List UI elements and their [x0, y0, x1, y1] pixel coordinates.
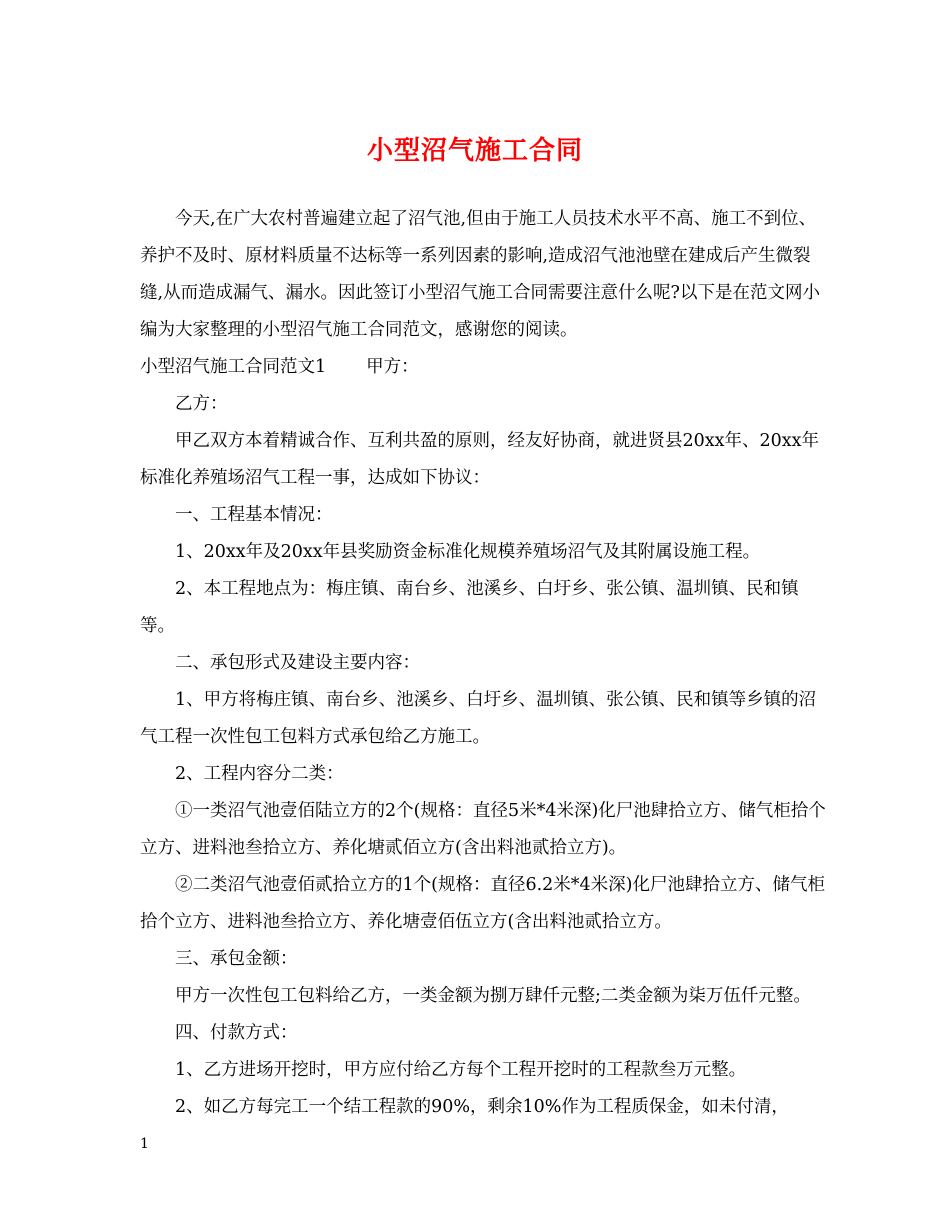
- section-heading: 小型沼气施工合同范文1: [140, 357, 327, 377]
- clause-item: 1、20xx年及20xx年县奖励资金标准化规模养殖场沼气及其附属设施工程。: [175, 542, 761, 562]
- document-body: [140, 201, 830, 1126]
- clause-item: ②二类沼气池壹佰贰拾立方的1个(规格：直径6.2米*4米深)化尸池肆拾立方、储气柜拾个立方、进料池叁拾立方、养化塘壹佰伍立方(含出料池贰拾立方。: [140, 875, 826, 932]
- section-heading-line: [140, 349, 830, 386]
- document-title: 小型沼气施工合同: [366, 136, 583, 166]
- clause-item: 甲方一次性包工包料给乙方，一类金额为捌万肆仟元整;二类金额为柒万伍仟元整。: [175, 986, 811, 1006]
- page-number: 1: [140, 1136, 149, 1152]
- party-a-label: 甲方：: [366, 357, 419, 377]
- clause-heading-1: 一、工程基本情况：: [175, 505, 333, 525]
- agreement-paragraph: 甲乙双方本着精诚合作、互利共盈的原则，经友好协商，就进贤县20xx年、20xx年标准化养殖场沼气工程一事，达成如下协议：: [140, 431, 820, 488]
- clause-heading-2: 二、承包形式及建设主要内容：: [175, 653, 420, 673]
- intro-paragraph: 今天,在广大农村普遍建立起了沼气池,但由于施工人员技术水平不高、施工不到位、养护不及时、原材料质量不达标等一系列因素的影响,造成沼气池池壁在建成后产生微裂缝,从而造成漏气、漏水。因此签订小型沼气施工合同需要注意什么呢?以下是在范文网小编为大家整理的小型沼气施工合同范文，感谢您的阅读。: [140, 209, 820, 340]
- clause-heading-4: 四、付款方式：: [175, 1023, 298, 1043]
- party-b-label: 乙方：: [175, 394, 228, 414]
- clause-item: ①一类沼气池壹佰陆立方的2个(规格：直径5米*4米深)化尸池肆拾立方、储气柜拾个立方、进料池叁拾立方、养化塘贰佰立方(含出料池贰拾立方)。: [140, 801, 826, 858]
- clause-item: 2、如乙方每完工一个结工程款的90%，剩余10%作为工程质保金，如未付清，: [175, 1097, 789, 1117]
- clause-heading-3: 三、承包金额：: [175, 949, 298, 969]
- clause-item: 1、乙方进场开挖时，甲方应付给乙方每个工程开挖时的工程款叁万元整。: [175, 1060, 747, 1080]
- clause-item: 2、工程内容分二类：: [175, 764, 344, 784]
- clause-item: 1、甲方将梅庄镇、南台乡、池溪乡、白圩乡、温圳镇、张公镇、民和镇等乡镇的沼气工程一次性包工包料方式承包给乙方施工。: [140, 690, 817, 747]
- clause-item: 2、本工程地点为：梅庄镇、南台乡、池溪乡、白圩乡、张公镇、温圳镇、民和镇等。: [140, 579, 799, 636]
